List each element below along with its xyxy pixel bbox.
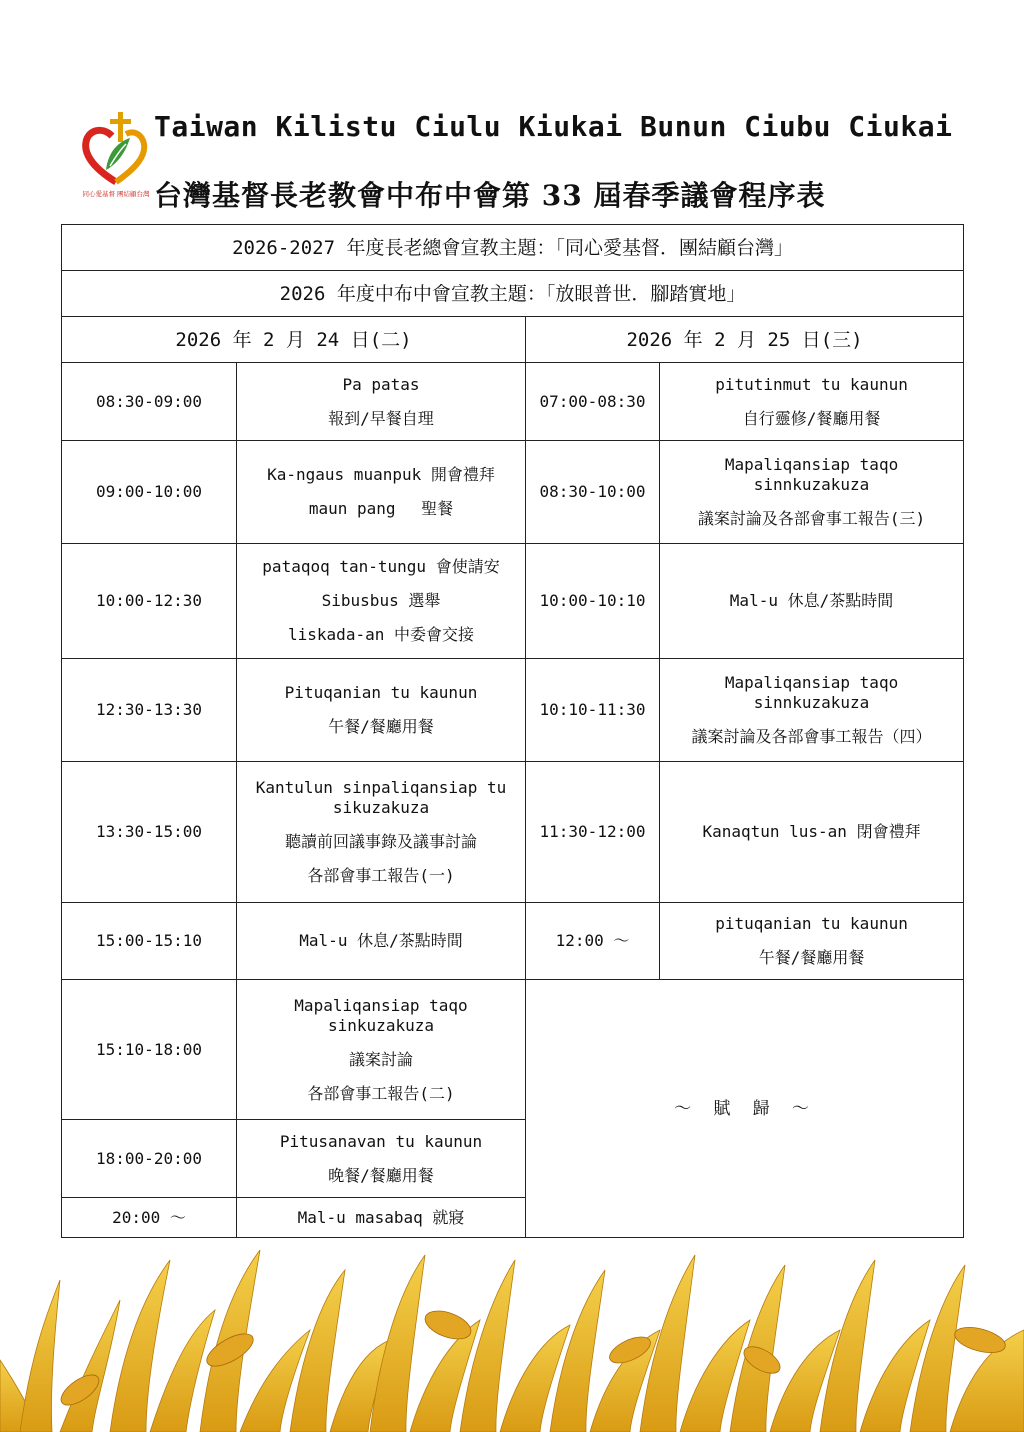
activity-line: sinkuzakuza: [328, 1015, 434, 1035]
activity-line: Mal-u 休息/茶點時間: [299, 931, 463, 950]
activity-line: Pa patas: [342, 374, 420, 394]
activity-line: 議案討論: [348, 1049, 413, 1069]
day2-activity: [660, 544, 964, 659]
activity-line: Mal-u 休息/茶點時間: [729, 591, 894, 610]
day1-activity: [237, 980, 526, 1120]
activity-line: sikuzakuza: [332, 798, 430, 817]
activity-line: maun pang 聖餐: [308, 499, 454, 518]
day1-time: 20:00 ～: [62, 1198, 237, 1238]
day1-activity: [237, 659, 526, 762]
activity-line: 午餐/餐廳用餐: [328, 717, 434, 736]
day1-time: 18:00-20:00: [62, 1120, 237, 1198]
day1-activity: [237, 441, 526, 544]
day1-activity: [237, 1198, 526, 1238]
day1-date: 2026 年 2 月 24 日(二): [62, 317, 526, 363]
schedule-table: [61, 224, 964, 1238]
day2-activity: [660, 762, 964, 903]
farewell-cell: [526, 980, 964, 1238]
day1-time: 09:00-10:00: [62, 441, 237, 544]
activity-line: sinnkuzakuza: [753, 475, 870, 494]
presbytery-theme: 2026 年度中布中會宣教主題：「放眼普世．腳踏實地」: [62, 271, 964, 317]
day1-time: 12:30-13:30: [62, 659, 237, 762]
table-row: [62, 762, 964, 903]
rice-field-illustration: [0, 1240, 1024, 1432]
title-chinese: 台灣基督長老教會中布中會第 33 屆春季議會程序表: [154, 179, 826, 212]
activity-line: 議案討論及各部會事工報告（四）: [691, 727, 932, 746]
activity-line: Mapaliqansiap taqo: [724, 455, 899, 474]
activity-line: 各部會事工報告(二): [307, 1083, 455, 1103]
activity-line: 午餐/餐廳用餐: [758, 948, 865, 967]
activity-line: Kantulun sinpaliqansiap tu: [255, 778, 507, 797]
day2-time: 11:30-12:00: [526, 762, 660, 903]
farewell-text: ～ 賦 歸 ～: [674, 1098, 815, 1119]
activity-line: Mapaliqansiap taqo: [294, 995, 468, 1015]
activity-line: pituqanian tu kaunun: [715, 914, 908, 933]
day2-time: 10:00-10:10: [526, 544, 660, 659]
day1-activity: [237, 903, 526, 980]
activity-line: pitutinmut tu kaunun: [715, 374, 908, 394]
day2-time: 07:00-08:30: [526, 363, 660, 441]
activity-line: Sibusbus 選舉: [321, 591, 441, 610]
general-assembly-theme: 2026-2027 年度長老總會宣教主題：「同心愛基督．團結顧台灣」: [62, 225, 964, 271]
day2-time: 12:00 ～: [526, 903, 660, 980]
activity-line: Mapaliqansiap taqo: [724, 673, 899, 692]
day2-activity: [660, 363, 964, 441]
activity-line: 自行靈修/餐廳用餐: [742, 408, 881, 428]
cross-icon: [110, 112, 131, 142]
activity-line: Pitusanavan tu kaunun: [279, 1131, 483, 1151]
day2-activity: [660, 659, 964, 762]
activity-line: 聽讀前回議事錄及議事討論: [284, 832, 477, 851]
activity-line: Ka-ngaus muanpuk 開會禮拜: [267, 465, 495, 484]
activity-line: liskada-an 中委會交接: [288, 625, 474, 644]
date-row: [62, 317, 964, 363]
day1-activity: [237, 544, 526, 659]
theme-row: [62, 271, 964, 317]
day1-time: 10:00-12:30: [62, 544, 237, 659]
table-row: [62, 659, 964, 762]
day2-activity: [660, 903, 964, 980]
activity-line: Mal-u masabaq 就寢: [297, 1207, 465, 1227]
table-row: [62, 544, 964, 659]
day1-activity: [237, 762, 526, 903]
day1-time: 13:30-15:00: [62, 762, 237, 903]
table-row: [62, 441, 964, 544]
table-row: [62, 903, 964, 980]
heart-icon: [86, 130, 145, 182]
day1-activity: [237, 1120, 526, 1198]
day2-time: 08:30-10:00: [526, 441, 660, 544]
title-english: Taiwan Kilistu Ciulu Kiukai Bunun Ciubu Ciukai: [154, 110, 953, 143]
day1-activity: [237, 363, 526, 441]
day1-time: 08:30-09:00: [62, 363, 237, 441]
logo-caption: 同心愛基督 團結顧台灣: [82, 190, 150, 198]
table-row: [62, 980, 964, 1120]
activity-line: sinnkuzakuza: [753, 693, 870, 712]
day1-time: 15:10-18:00: [62, 980, 237, 1120]
activity-line: 各部會事工報告(一): [307, 866, 455, 885]
day1-time: 15:00-15:10: [62, 903, 237, 980]
church-logo: [80, 108, 152, 208]
activity-line: Kanaqtun lus-an 閉會禮拜: [702, 822, 921, 841]
activity-line: 晚餐/餐廳用餐: [328, 1165, 434, 1185]
day2-date: 2026 年 2 月 25 日(三): [526, 317, 964, 363]
day2-time: 10:10-11:30: [526, 659, 660, 762]
activity-line: 報到/早餐自理: [328, 408, 434, 428]
day2-activity: [660, 441, 964, 544]
activity-line: Pituqanian tu kaunun: [284, 683, 478, 702]
activity-line: 議案討論及各部會事工報告(三): [697, 509, 926, 528]
table-row: [62, 363, 964, 441]
theme-row: [62, 225, 964, 271]
activity-line: pataqoq tan-tungu 會使請安: [262, 557, 500, 576]
